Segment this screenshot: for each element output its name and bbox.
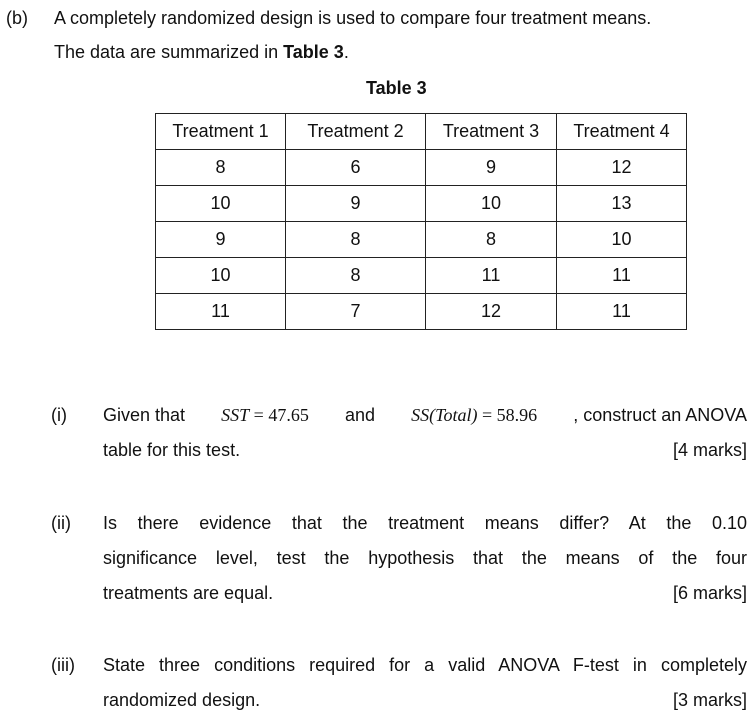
table-cell: 11 — [426, 258, 557, 294]
table-cell: 12 — [426, 294, 557, 330]
table-cell: 11 — [557, 258, 687, 294]
marks-ii: [6 marks] — [672, 583, 747, 603]
marks-i: [4 marks] — [672, 440, 747, 460]
table-cell: 10 — [557, 222, 687, 258]
question-iii-label: (iii) — [51, 655, 75, 675]
table-row — [156, 258, 687, 294]
table-cell: 9 — [156, 222, 286, 258]
data-table — [155, 113, 687, 330]
table-row — [156, 294, 687, 330]
question-iii — [103, 648, 747, 718]
question-ii-line-1: Is there evidence that the treatment means differ? At the 0.10 — [103, 513, 747, 533]
table-cell: 9 — [426, 150, 557, 186]
table-caption: Table 3 — [366, 78, 427, 98]
question-ii-line-2: significance level, test the hypothesis that the means of the four — [103, 548, 747, 568]
intro-line-1: A completely randomized design is used to compare four treatment means. — [54, 8, 652, 28]
table-header: Treatment 4 — [557, 114, 687, 150]
table-cell: 8 — [426, 222, 557, 258]
table-header-row — [156, 114, 687, 150]
ss-total-symbol: SS(Total) — [411, 405, 478, 425]
table-cell: 11 — [557, 294, 687, 330]
question-ii — [103, 506, 747, 611]
sst-symbol: SST — [221, 405, 250, 425]
table-cell: 13 — [557, 186, 687, 222]
table-cell: 8 — [286, 222, 426, 258]
question-ii-label: (ii) — [51, 513, 71, 533]
table-row — [156, 150, 687, 186]
table-reference: Table 3 — [283, 42, 344, 62]
table-cell: 10 — [156, 186, 286, 222]
question-iii-line-1: State three conditions required for a valid ANOVA F-test in completely — [103, 655, 747, 675]
table-row — [156, 222, 687, 258]
table-cell: 9 — [286, 186, 426, 222]
question-iii-line-2: randomized design. [3 marks] — [103, 683, 747, 718]
table-header: Treatment 2 — [286, 114, 426, 150]
marks-iii: [3 marks] — [672, 690, 747, 710]
question-i — [103, 398, 747, 468]
table-cell: 6 — [286, 150, 426, 186]
table-cell: 8 — [286, 258, 426, 294]
table-cell: 12 — [557, 150, 687, 186]
question-i-line-2: table for this test. [4 marks] — [103, 433, 747, 468]
intro-line-2: The data are summarized in Table 3. — [54, 42, 349, 62]
question-ii-line-3: treatments are equal. [6 marks] — [103, 576, 747, 611]
table-cell: 11 — [156, 294, 286, 330]
table-cell: 8 — [156, 150, 286, 186]
table-header: Treatment 3 — [426, 114, 557, 150]
table-cell: 7 — [286, 294, 426, 330]
table-cell: 10 — [156, 258, 286, 294]
table-row — [156, 186, 687, 222]
table-cell: 10 — [426, 186, 557, 222]
question-i-label: (i) — [51, 405, 67, 425]
table-header: Treatment 1 — [156, 114, 286, 150]
part-b-label: (b) — [6, 8, 28, 28]
question-i-line-1: Given that SST = 47.65 and SS(Total) = 58.96 , construct an ANOVA — [103, 405, 747, 425]
